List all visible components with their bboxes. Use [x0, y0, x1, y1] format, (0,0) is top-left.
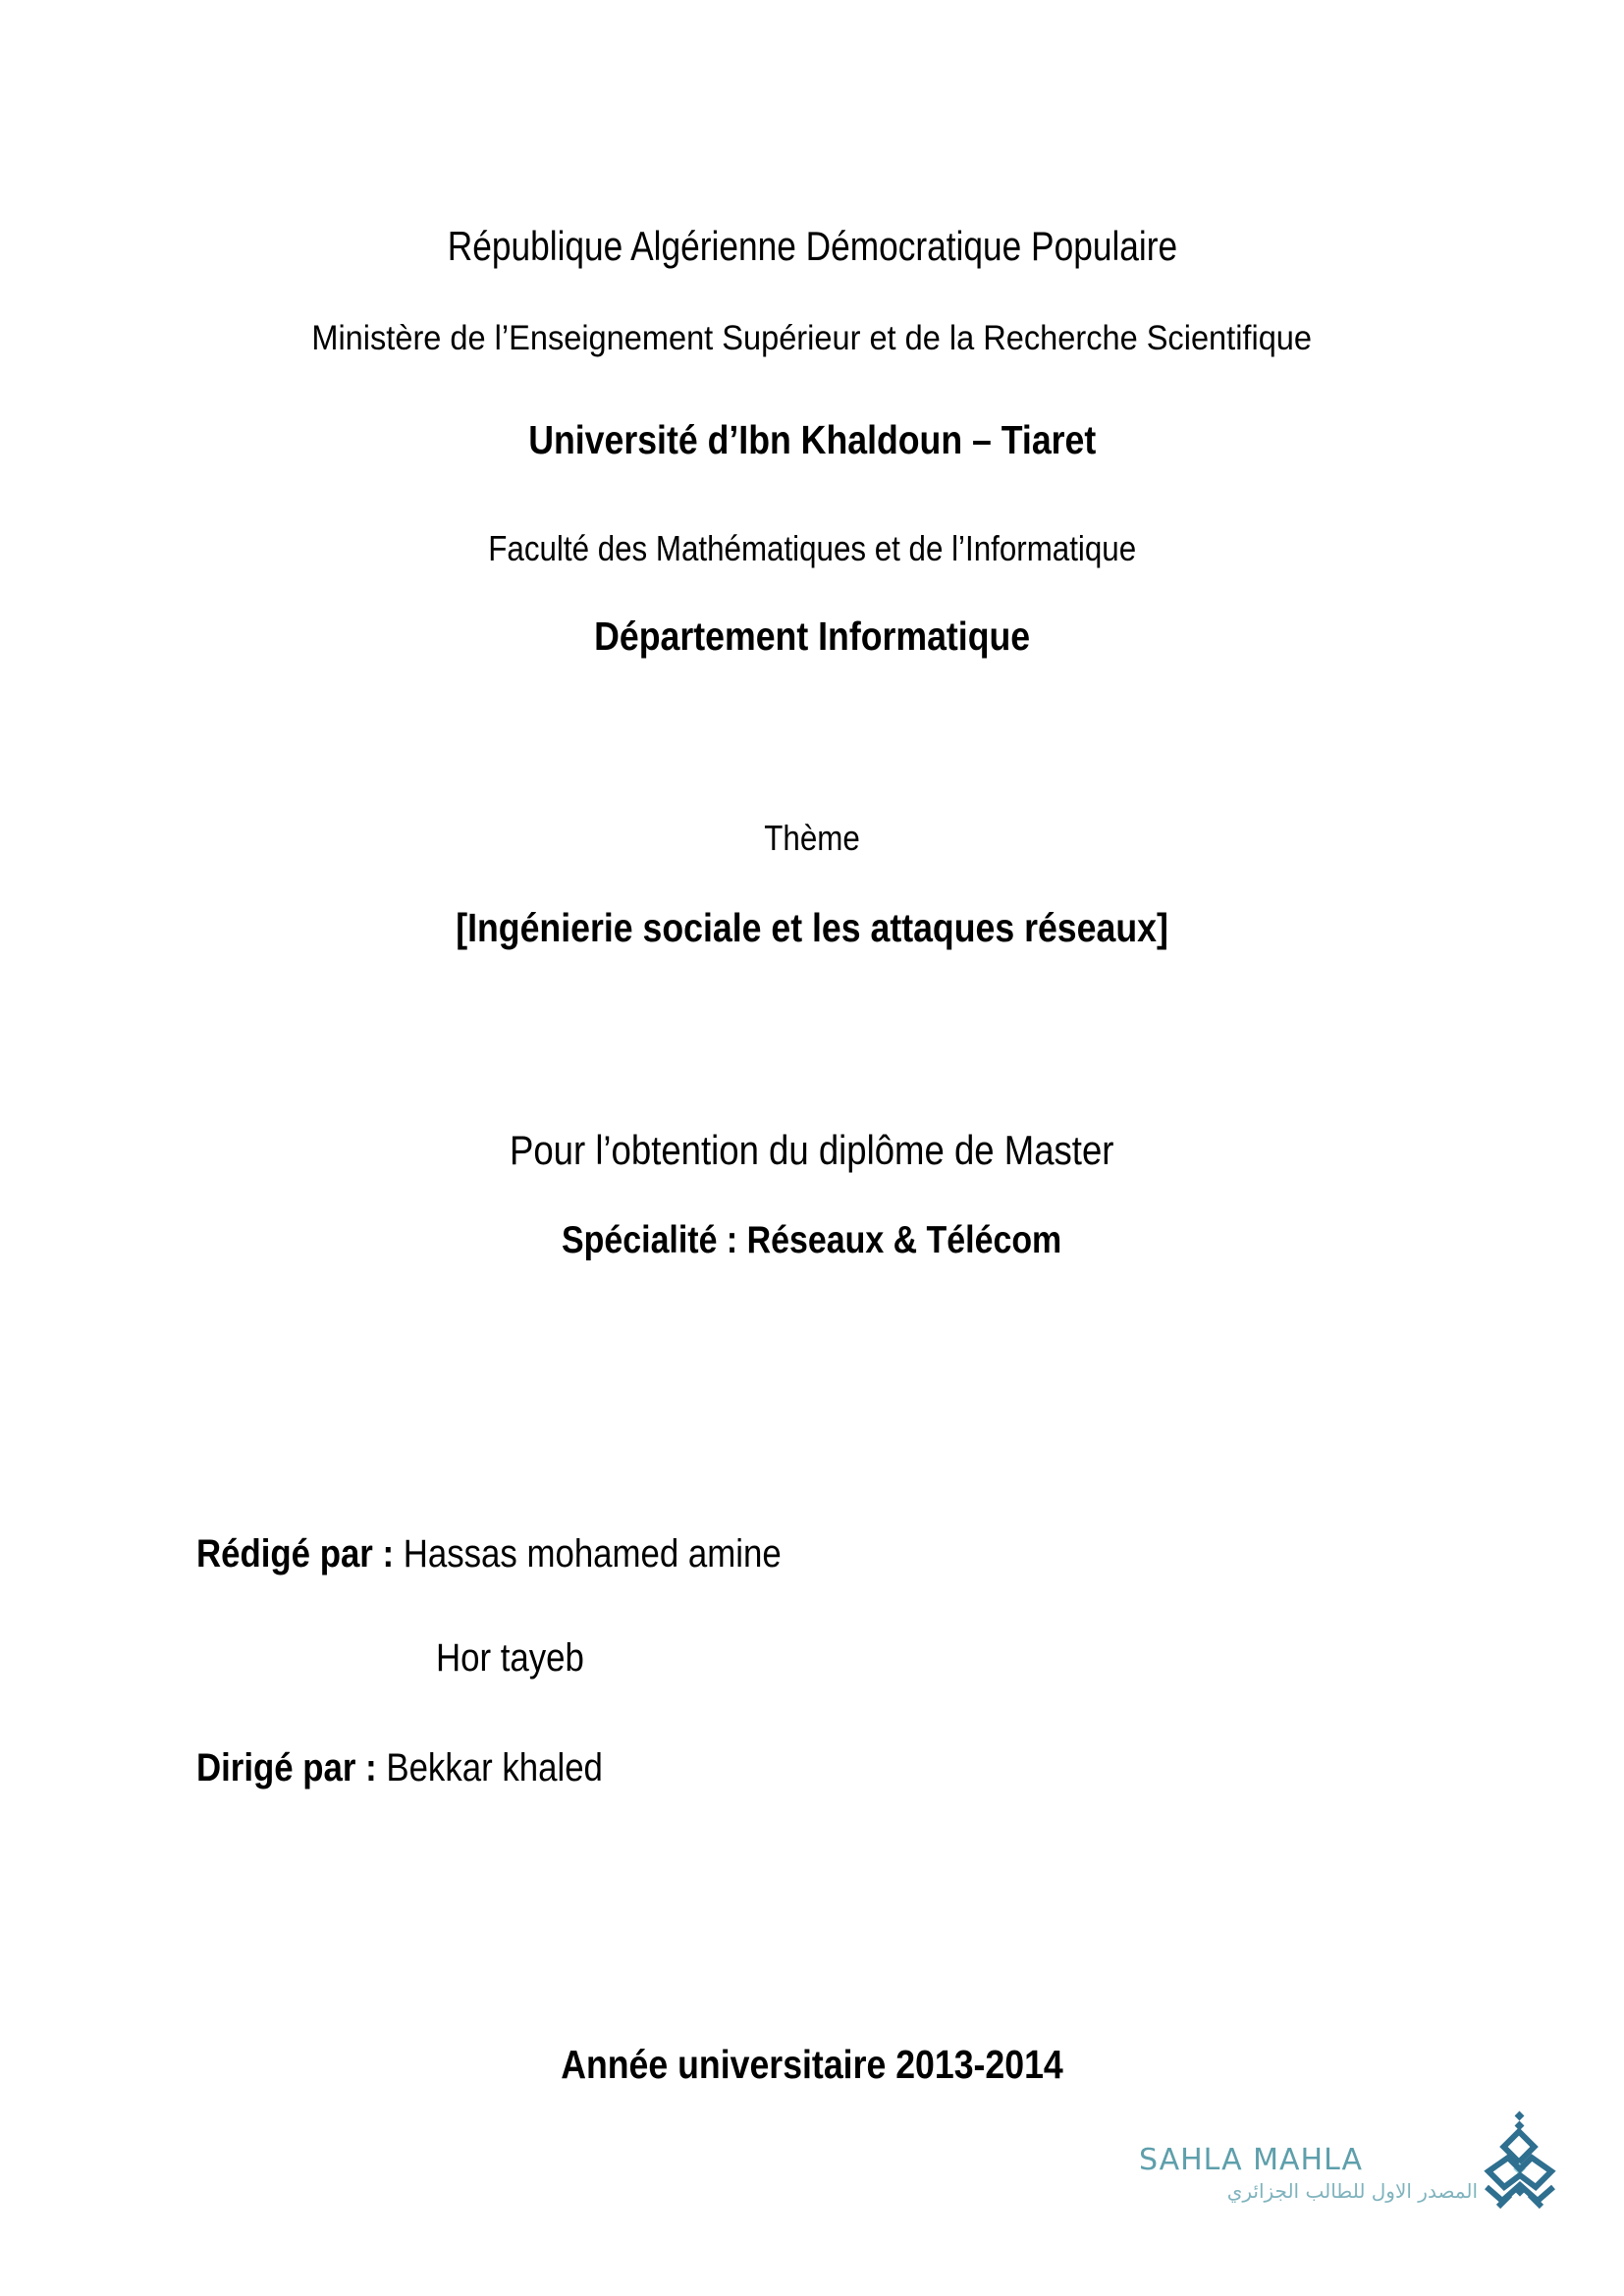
speciality-value: Réseaux & Télécom	[746, 1219, 1062, 1261]
university-name-text: Université d’Ibn Khaldoun – Tiaret	[527, 417, 1097, 462]
supervised-by-line	[196, 1748, 664, 1788]
academic-year	[0, 2042, 1624, 2087]
country-name-text: République Algérienne Démocratique Populaire	[447, 223, 1177, 269]
department-name-text: Département Informatique	[594, 614, 1030, 659]
faculty-name-text: Faculté des Mathématiques et de l’Informatique	[488, 528, 1136, 568]
thesis-title-text: [Ingénierie sociale et les attaques réseaux]	[456, 905, 1168, 950]
diploma-purpose	[0, 1127, 1624, 1173]
written-by-label: Rédigé par :	[196, 1532, 404, 1575]
department-name	[0, 616, 1624, 657]
watermark-tagline: المصدر الاول للطالب الجزائري	[1226, 2179, 1478, 2203]
university-name	[0, 417, 1624, 462]
theme-label-text: Thème	[764, 818, 860, 858]
author-1: Hassas mohamed amine	[403, 1532, 782, 1575]
thesis-title	[0, 905, 1624, 950]
diploma-purpose-text: Pour l’obtention du diplôme de Master	[510, 1127, 1114, 1173]
speciality-label: Spécialité :	[562, 1219, 747, 1261]
sahla-mahla-emblem-icon	[1481, 2110, 1559, 2218]
author-2: Hor tayeb	[436, 1636, 584, 1680]
country-name	[0, 223, 1624, 269]
theme-label	[0, 818, 1624, 858]
written-by-line	[196, 1534, 869, 1574]
speciality	[0, 1221, 1624, 1259]
faculty-name	[0, 528, 1624, 568]
academic-year-text: Année universitaire 2013-2014	[561, 2042, 1063, 2087]
watermark-name: SAHLA MAHLA	[1139, 2143, 1364, 2177]
sahla-mahla-watermark	[1139, 2138, 1571, 2236]
supervised-by-label: Dirigé par :	[196, 1746, 387, 1789]
ministry-name	[0, 321, 1624, 355]
ministry-name-text: Ministère de l’Enseignement Supérieur et de la Recherche Scientifique	[311, 319, 1313, 357]
written-by-text	[196, 1534, 782, 1574]
author-2-line	[436, 1638, 606, 1678]
speciality-text	[562, 1221, 1061, 1259]
supervised-by-text	[196, 1748, 603, 1788]
supervisor: Bekkar khaled	[386, 1746, 603, 1789]
